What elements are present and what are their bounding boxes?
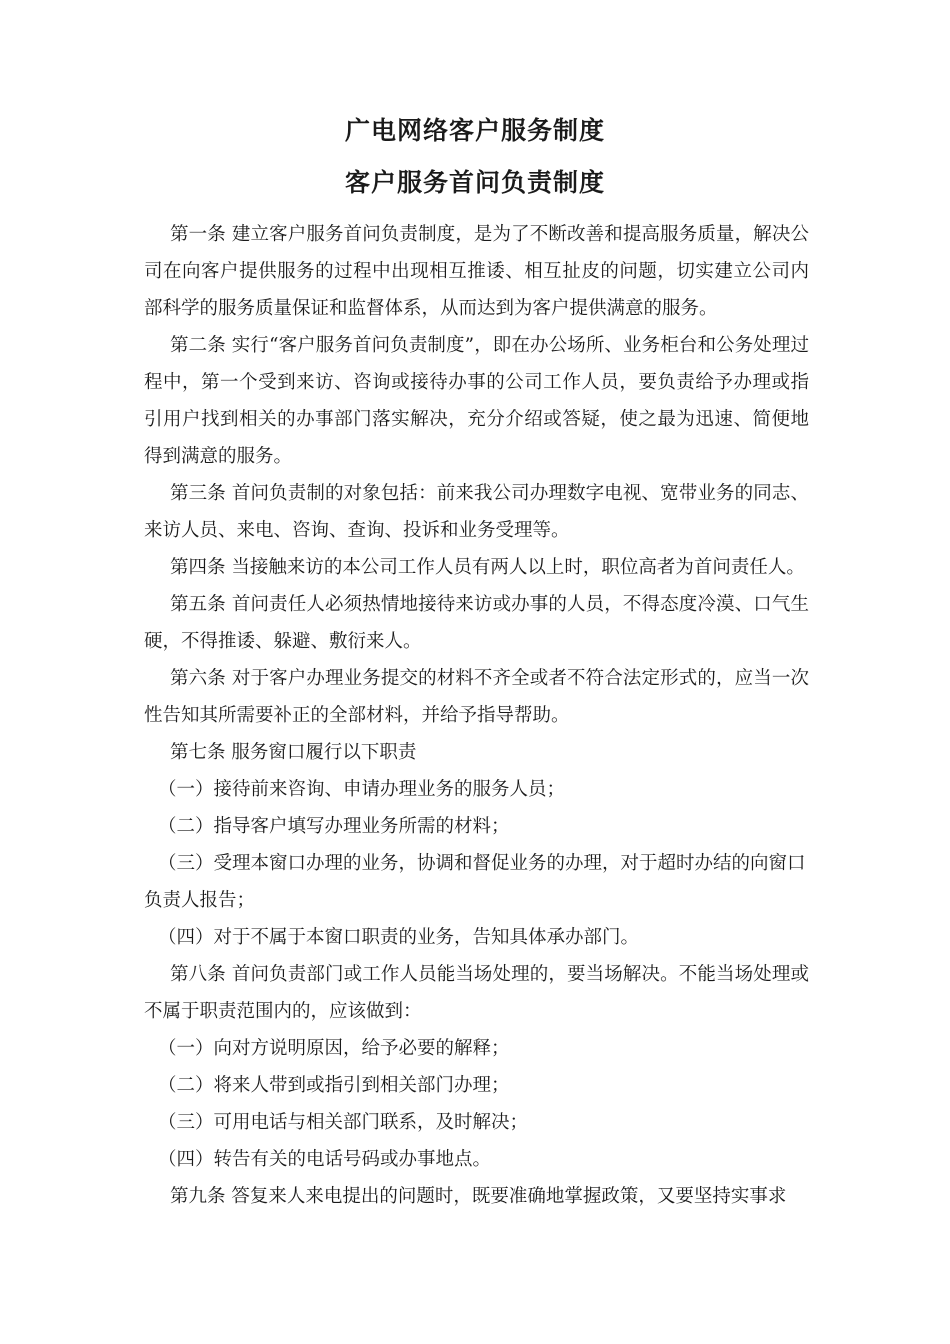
article-paragraph: 第八条 首问负责部门或工作人员能当场处理的，要当场解决。不能当场处理或不属于职责范围内的，应该做到： bbox=[144, 964, 809, 1022]
list-item: （四）对于不属于本窗口职责的业务，告知具体承办部门。 bbox=[158, 927, 640, 948]
list-item: （三）受理本窗口办理的业务，协调和督促业务的办理，对于超时办结的向窗口负责人报告； bbox=[144, 853, 806, 911]
document-subtitle: 客户服务首问负责制度 bbox=[344, 168, 605, 197]
article-paragraph: 第一条 建立客户服务首问负责制度，是为了不断改善和提高服务质量，解决公司在向客户提供服务的过程中出现相互推诿、相互扯皮的问题，切实建立公司内部科学的服务质量保证和监督体系，从而达到为客户提供满意的服务。 bbox=[144, 224, 809, 319]
list-item: （一）向对方说明原因，给予必要的解释； bbox=[158, 1038, 510, 1059]
list-item: （二）将来人带到或指引到相关部门办理； bbox=[158, 1075, 510, 1096]
article-paragraph: 第六条 对于客户办理业务提交的材料不齐全或者不符合法定形式的，应当一次性告知其所需要补正的全部材料，并给予指导帮助。 bbox=[144, 668, 809, 726]
list-item: （一）接待前来咨询、申请办理业务的服务人员； bbox=[158, 779, 566, 800]
article-paragraph: 第四条 当接触来访的本公司工作人员有两人以上时，职位高者为首问责任人。 bbox=[170, 557, 805, 578]
article-paragraph: 第九条 答复来人来电提出的问题时，既要准确地掌握政策，又要坚持实事求 bbox=[170, 1186, 787, 1207]
article-paragraph: 第五条 首问责任人必须热情地接待来访或办事的人员，不得态度冷漠、口气生硬，不得推诿、躲避、敷衍来人。 bbox=[144, 594, 809, 652]
list-item: （二）指导客户填写办理业务所需的材料； bbox=[158, 816, 510, 837]
document-title: 广电网络客户服务制度 bbox=[344, 116, 605, 145]
list-item: （三）可用电话与相关部门联系，及时解决； bbox=[158, 1112, 529, 1133]
document-body bbox=[144, 216, 809, 1215]
article-paragraph: 第三条 首问负责制的对象包括：前来我公司办理数字电视、宽带业务的同志、来访人员、来电、咨询、查询、投诉和业务受理等。 bbox=[144, 483, 809, 541]
list-item: （四）转告有关的电话号码或办事地点。 bbox=[158, 1149, 492, 1170]
article-paragraph: 第二条 实行“客户服务首问负责制度”，即在办公场所、业务柜台和公务处理过程中，第一个受到来访、咨询或接待办事的公司工作人员，要负责给予办理或指引用户找到相关的办事部门落实解决，充分介绍或答疑，使之最为迅速、简便地得到满意的服务。 bbox=[144, 335, 809, 467]
article-paragraph: 第七条 服务窗口履行以下职责 bbox=[170, 742, 417, 763]
